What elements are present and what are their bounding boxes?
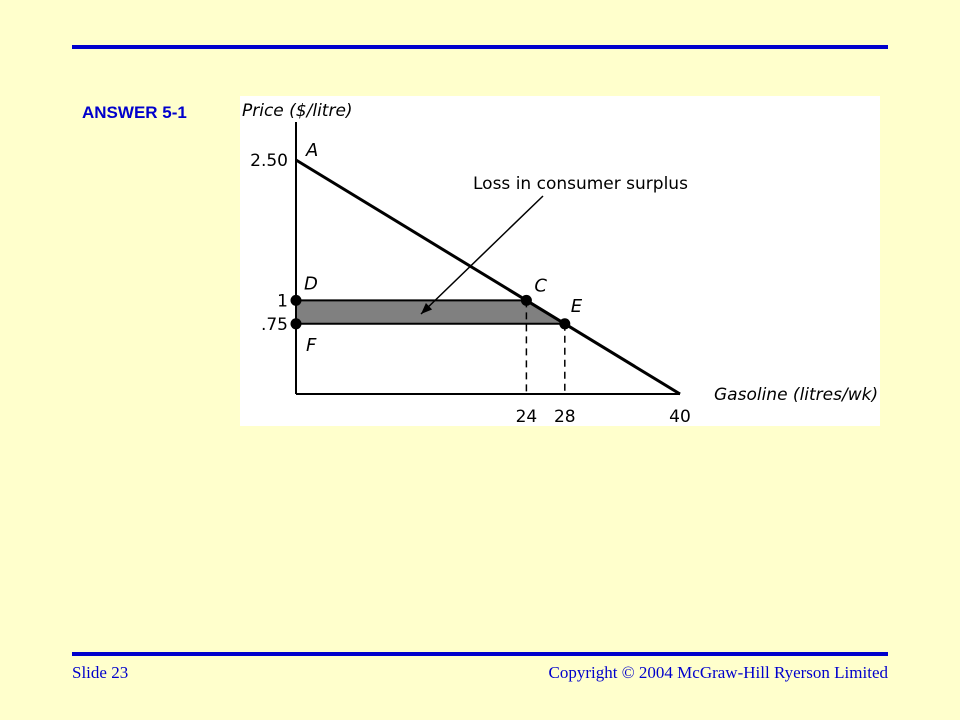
x-tick-label: 28 <box>553 407 576 426</box>
chart-panel <box>240 96 880 426</box>
point-marker-f <box>291 318 302 329</box>
slide-heading: ANSWER 5-1 <box>82 103 187 122</box>
demand-curve <box>296 160 680 394</box>
bottom-rule <box>72 652 888 656</box>
y-tick-label: 1 <box>277 291 288 312</box>
point-label-a: A <box>306 140 319 161</box>
point-label-e: E <box>570 295 583 317</box>
point-marker-e <box>559 318 570 329</box>
point-label-f: F <box>306 334 317 356</box>
x-tick-label: 40 <box>669 407 691 426</box>
copyright-notice: Copyright © 2004 McGraw-Hill Ryerson Limited <box>548 663 888 682</box>
point-label-d: D <box>304 273 318 295</box>
slide-number: Slide 23 <box>72 663 129 682</box>
point-label-c: C <box>534 275 547 297</box>
top-rule <box>72 45 888 49</box>
point-marker-c <box>521 295 532 306</box>
annotation-loss-in-consumer-surplus: Loss in consumer surplus <box>473 174 688 194</box>
y-axis-label: Price ($/litre) <box>242 101 353 121</box>
x-tick-label: 24 <box>515 407 538 426</box>
y-tick-label: .75 <box>260 314 288 335</box>
y-tick-label: 2.50 <box>250 151 288 171</box>
demand-chart <box>240 96 880 426</box>
x-axis-label: Gasoline (litres/wk) <box>714 385 879 405</box>
point-marker-d <box>291 295 302 306</box>
